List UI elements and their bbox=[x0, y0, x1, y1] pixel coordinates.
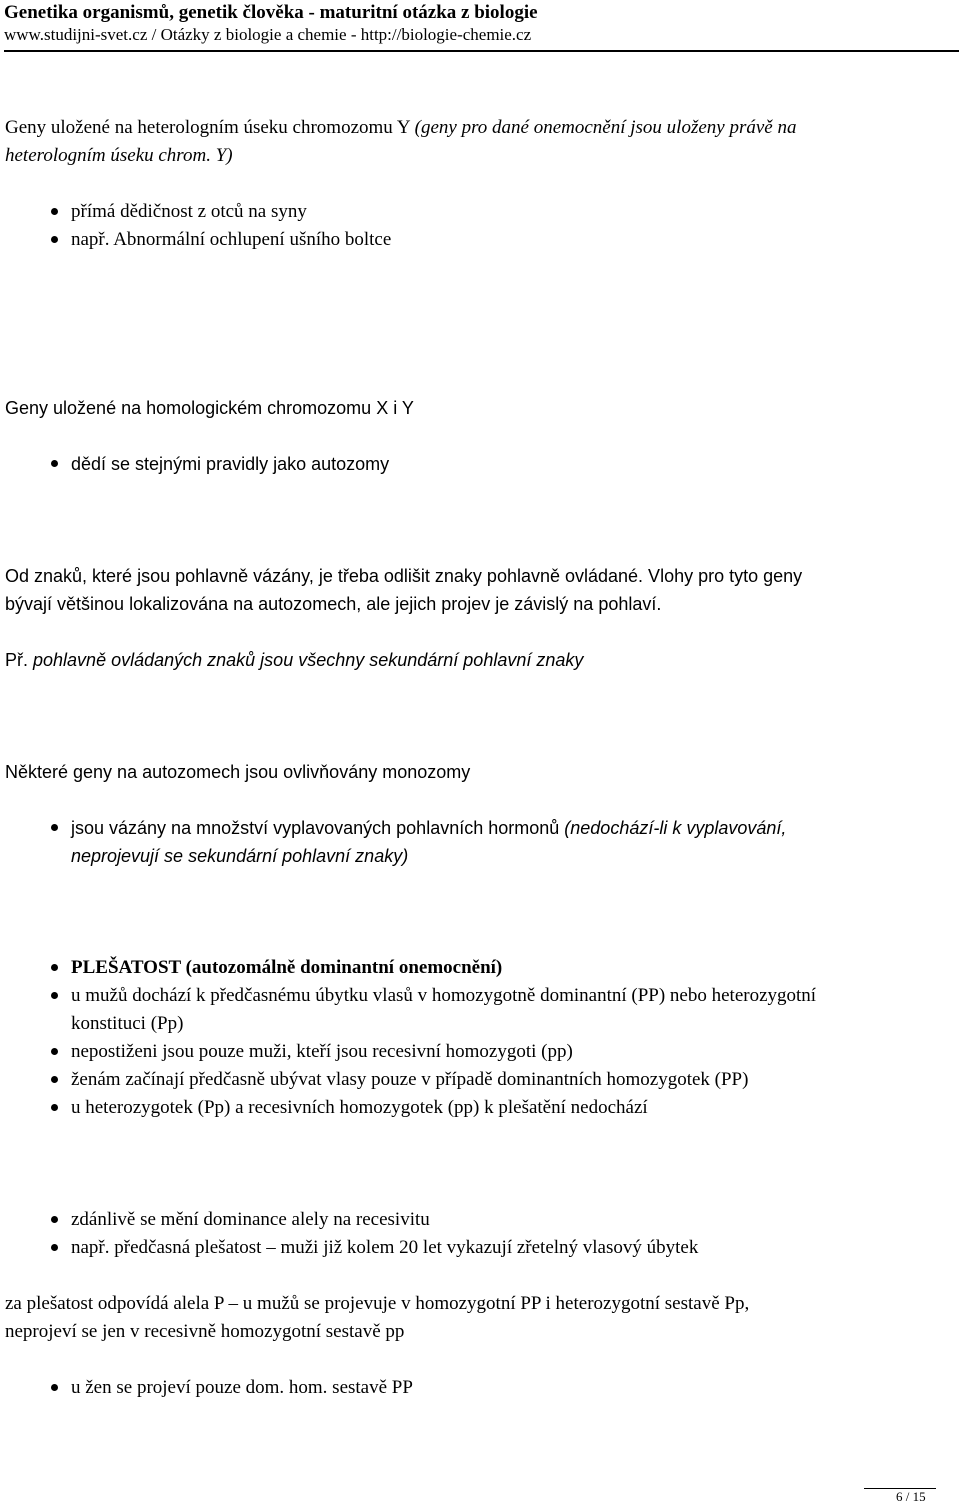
list-item: ženám začínají předčasně ubývat vlasy pouze v případě dominantních homozygotek (PP) bbox=[5, 1066, 816, 1094]
list-dominance bbox=[5, 1206, 698, 1262]
list-women bbox=[5, 1374, 413, 1402]
heading-homolog-xy: Geny uložené na homologickém chromozomu X i Y bbox=[5, 398, 414, 418]
header-divider bbox=[4, 50, 959, 52]
bullet-icon bbox=[51, 460, 58, 467]
bullet-icon bbox=[51, 964, 58, 971]
list-item-cont: neprojevují se sekundární pohlavní znaky) bbox=[71, 846, 409, 866]
paragraph-sex-controlled: Od znaků, které jsou pohlavně vázány, je třeba odlišit znaky pohlavně ovládané. Vlohy pro tyto geny bbox=[5, 566, 803, 586]
list-item: u mužů dochází k předčasnému úbytku vlasů v homozygotně dominantní (PP) nebo heterozygotní bbox=[5, 982, 816, 1010]
bullet-icon bbox=[51, 824, 58, 831]
list-item-heading: PLEŠATOST (autozomálně dominantní onemocnění) bbox=[5, 954, 816, 982]
document-header bbox=[4, 0, 956, 45]
list-item: nepostiženi jsou pouze muži, kteří jsou recesivní homozygoti (pp) bbox=[5, 1038, 816, 1066]
document-title: Genetika organismů, genetik člověka - maturitní otázka z biologie bbox=[4, 2, 538, 23]
list-item: přímá dědičnost z otců na syny bbox=[5, 198, 391, 226]
list-item-cont: konstituci (Pp) bbox=[71, 1013, 184, 1034]
bullet-icon bbox=[51, 992, 58, 999]
list-heterolog-y bbox=[5, 198, 391, 254]
page-number: 6 / 15 bbox=[896, 1489, 926, 1504]
bullet-icon bbox=[51, 1384, 58, 1391]
list-item: jsou vázány na množství vyplavovaných pohlavních hormonů (nedochází-li k vyplavování, bbox=[5, 814, 786, 842]
list-homolog-xy bbox=[5, 450, 389, 478]
bullet-icon bbox=[51, 1076, 58, 1083]
list-item: u žen se projeví pouze dom. hom. sestavě PP bbox=[5, 1374, 413, 1402]
paragraph-italic-note: (geny pro dané onemocnění jsou uloženy právě na bbox=[414, 117, 797, 138]
paragraph-sex-controlled-cont: bývají většinou lokalizována na autozomech, ale jejich projev je závislý na pohlaví. bbox=[5, 594, 662, 614]
paragraph-allele: za plešatost odpovídá alela P – u mužů se projevuje v homozygotní PP i heterozygotní sestavě Pp, bbox=[5, 1293, 750, 1314]
document-source: www.studijni-svet.cz / Otázky z biologie a chemie - http://biologie-chemie.cz bbox=[4, 25, 532, 44]
bullet-icon bbox=[51, 208, 58, 215]
paragraph-text: Geny uložené na heterologním úseku chromozomu Y bbox=[5, 117, 415, 138]
list-item: např. Abnormální ochlupení ušního boltce bbox=[5, 226, 391, 254]
paragraph-heterolog-y-cont: heterologním úseku chrom. Y) bbox=[5, 145, 233, 166]
bullet-icon bbox=[51, 1216, 58, 1223]
heading-monozomy: Některé geny na autozomech jsou ovlivňovány monozomy bbox=[5, 762, 471, 782]
list-baldness bbox=[5, 954, 816, 1122]
list-item: např. předčasná plešatost – muži již kolem 20 let vykazují zřetelný vlasový úbytek bbox=[5, 1234, 698, 1262]
bullet-icon bbox=[51, 1244, 58, 1251]
bullet-icon bbox=[51, 1104, 58, 1111]
list-monozomy bbox=[5, 814, 786, 870]
bullet-icon bbox=[51, 236, 58, 243]
bullet-icon bbox=[51, 1048, 58, 1055]
paragraph-example: Př. pohlavně ovládaných znaků jsou všechny sekundární pohlavní znaky bbox=[5, 650, 584, 670]
list-item: u heterozygotek (Pp) a recesivních homozygotek (pp) k plešatění nedochází bbox=[5, 1094, 816, 1122]
list-item: zdánlivě se mění dominance alely na recesivitu bbox=[5, 1206, 698, 1234]
paragraph-heterolog-y bbox=[5, 114, 796, 142]
paragraph-allele-cont: neprojeví se jen v recesivně homozygotní sestavě pp bbox=[5, 1321, 405, 1342]
list-item: dědí se stejnými pravidly jako autozomy bbox=[5, 450, 389, 478]
